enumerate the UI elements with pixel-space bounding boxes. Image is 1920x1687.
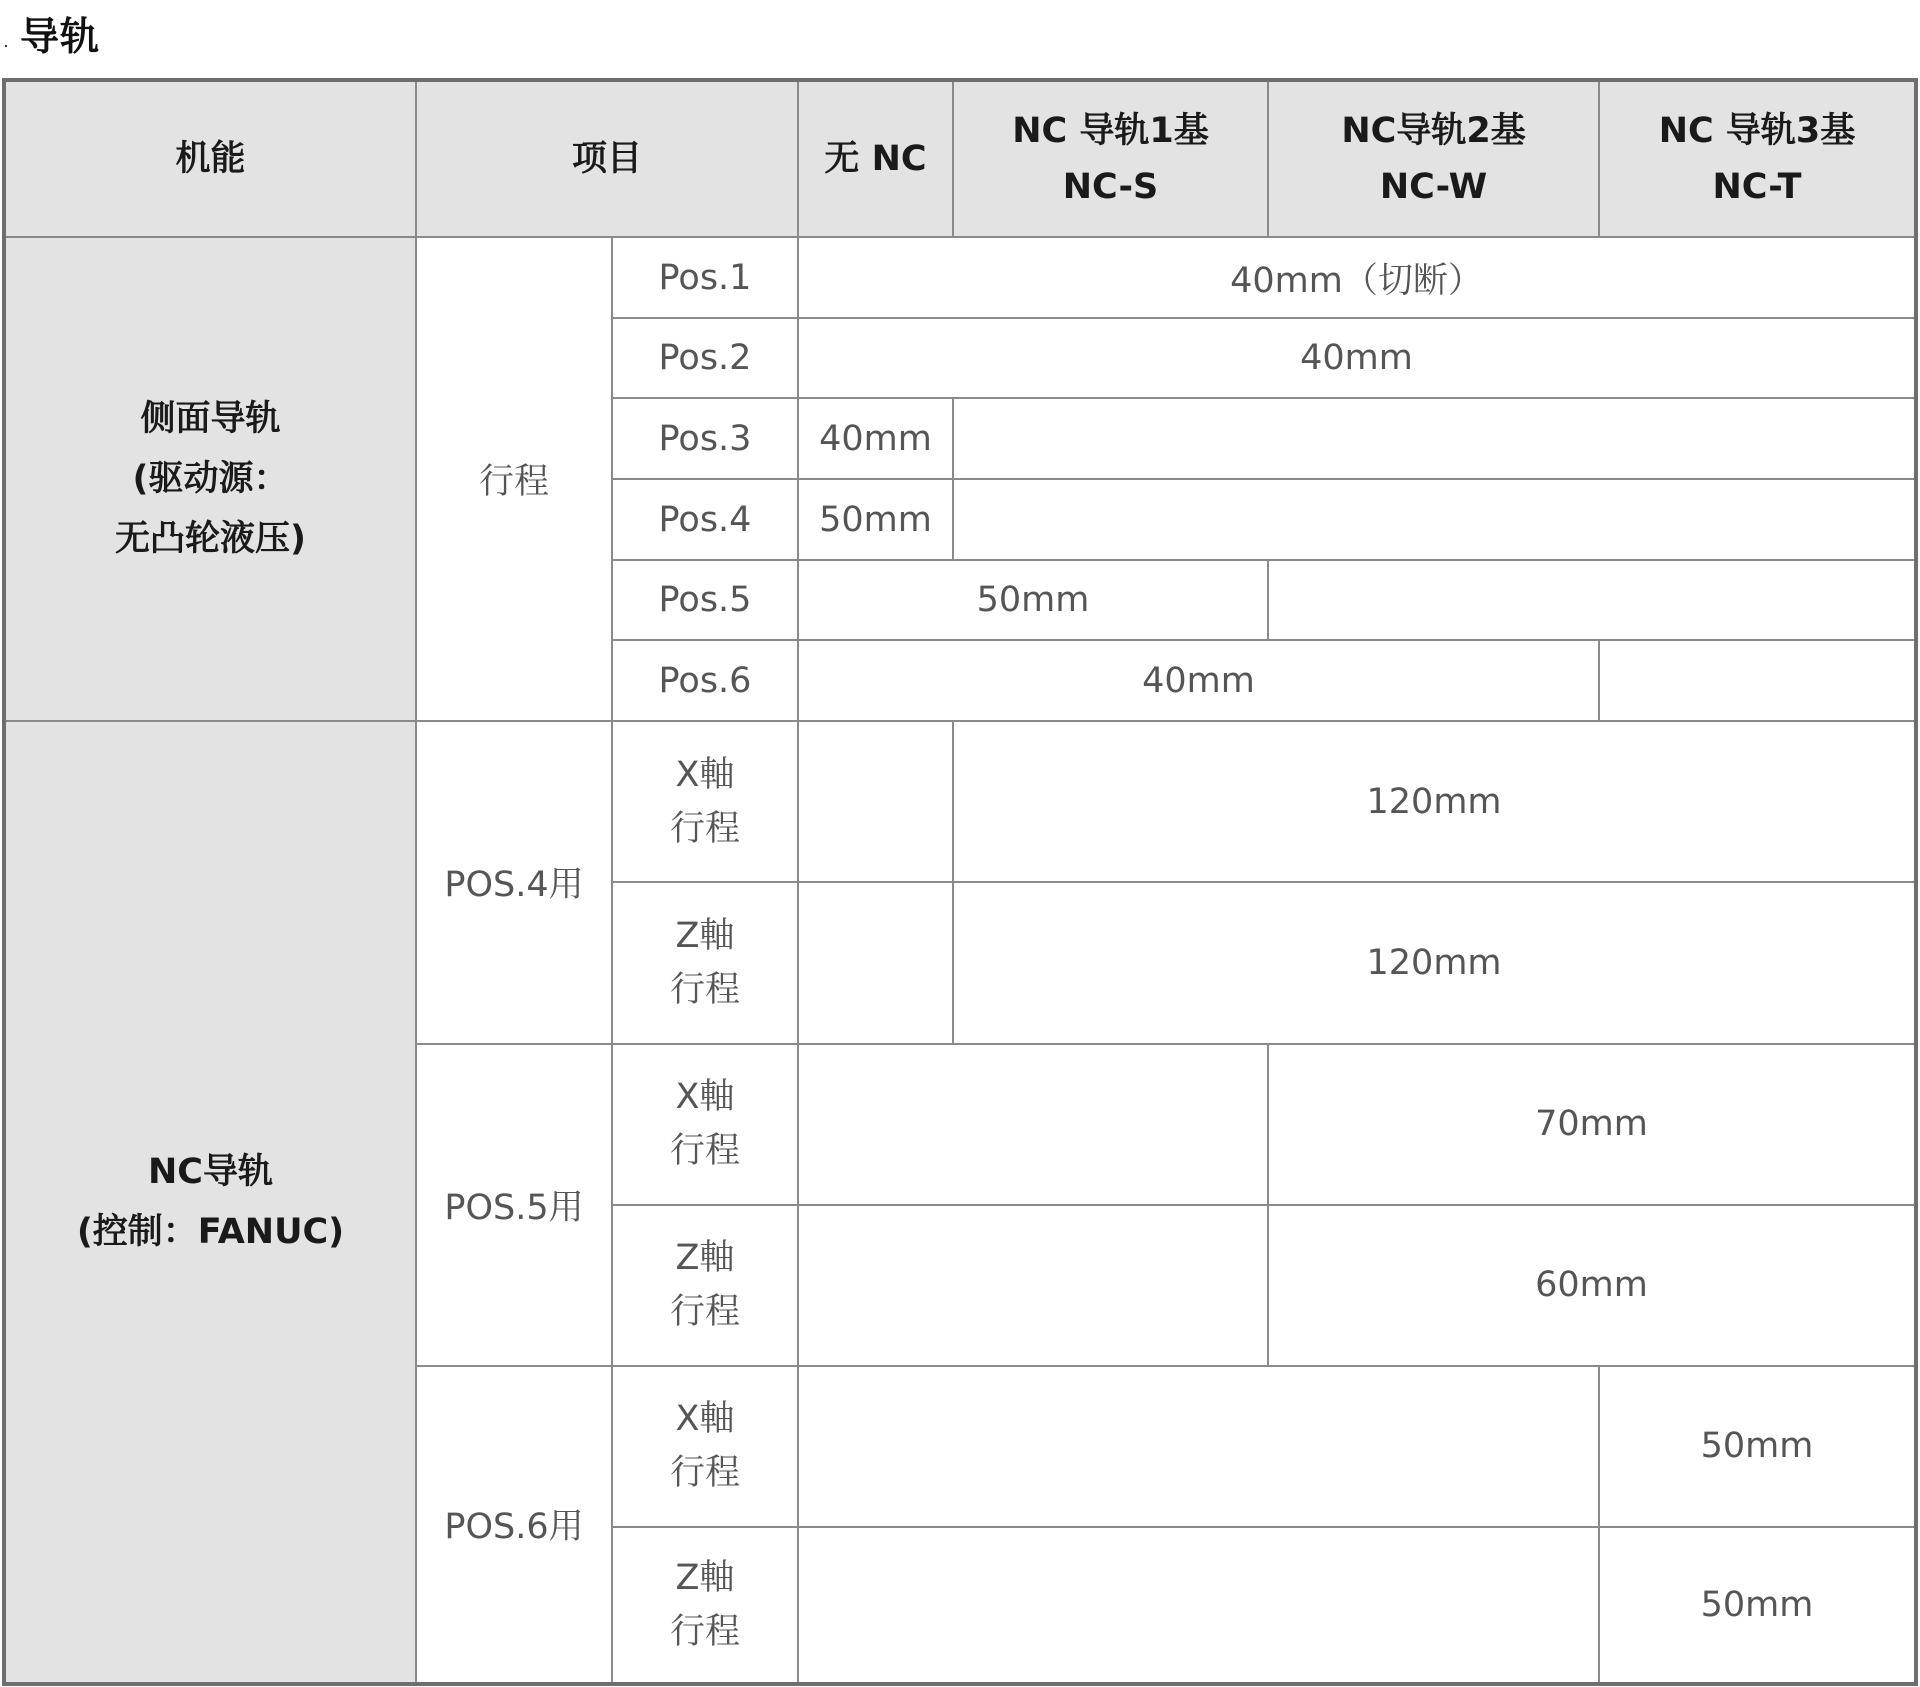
pos6-value: 40mm — [798, 640, 1599, 721]
pos5-value: 50mm — [798, 560, 1268, 640]
axis-label-line2: 行程 — [670, 1611, 741, 1652]
nc-rail-function — [4, 721, 416, 1684]
header-function: 机能 — [4, 80, 416, 237]
axis-label — [612, 1205, 798, 1366]
pos6-z-value: 50mm — [1599, 1527, 1916, 1684]
pos-label: Pos.4 — [612, 479, 798, 560]
empty-cell — [798, 1044, 1268, 1205]
header-nc1-line1: NC 导轨1基 — [1012, 111, 1209, 152]
axis-label — [612, 1527, 798, 1684]
empty-cell — [798, 721, 953, 882]
header-nc3-line1: NC 导轨3基 — [1658, 111, 1856, 152]
pos-label: Pos.3 — [612, 398, 798, 479]
pos6-x-value: 50mm — [1599, 1366, 1916, 1527]
axis-label-line2: 行程 — [670, 1292, 741, 1333]
header-row — [4, 80, 1916, 237]
axis-label — [612, 721, 798, 882]
axis-label-line1: X軸 — [675, 1399, 735, 1440]
side-rail-function — [4, 237, 416, 721]
header-nc2-line2: NC-W — [1379, 167, 1488, 208]
axis-label-line1: Z軸 — [675, 915, 735, 956]
pos-label: Pos.2 — [612, 318, 798, 398]
header-no-nc: 无 NC — [798, 80, 953, 237]
axis-label-line2: 行程 — [670, 808, 741, 849]
side-rail-function-line2: (驱动源： — [132, 459, 289, 500]
page-title: 导轨 — [20, 15, 101, 60]
pos3-value: 40mm — [798, 398, 953, 479]
empty-cell — [1268, 560, 1916, 640]
pos4-x-value: 120mm — [953, 721, 1916, 882]
header-nc1 — [953, 80, 1268, 237]
axis-label-line1: Z軸 — [675, 1237, 735, 1278]
nc-rail-function-line1: NC导轨 — [148, 1152, 273, 1192]
header-nc1-line2: NC-S — [1062, 167, 1159, 208]
axis-label — [612, 1366, 798, 1527]
side-rail-function-line3: 无凸轮液压) — [115, 519, 306, 560]
axis-label-line2: 行程 — [670, 970, 741, 1011]
pos-label: Pos.1 — [612, 237, 798, 318]
pos-label: Pos.6 — [612, 640, 798, 721]
pos-label: Pos.5 — [612, 560, 798, 640]
axis-label-line1: Z軸 — [675, 1557, 735, 1598]
header-item: 项目 — [416, 80, 798, 237]
pos2-value: 40mm — [798, 318, 1916, 398]
axis-label — [612, 1044, 798, 1205]
axis-label-line2: 行程 — [670, 1453, 741, 1494]
pos5-x-value: 70mm — [1268, 1044, 1916, 1205]
stray-dot — [5, 45, 7, 47]
header-nc2-line1: NC导轨2基 — [1341, 111, 1526, 152]
empty-cell — [798, 1205, 1268, 1366]
pos4-value: 50mm — [798, 479, 953, 560]
pos1-value: 40mm（切断） — [798, 237, 1916, 318]
pos5-z-value: 60mm — [1268, 1205, 1916, 1366]
empty-cell — [953, 398, 1916, 479]
axis-label-line1: X軸 — [675, 1076, 735, 1117]
empty-cell — [798, 1527, 1599, 1684]
nc-group-item: POS.6用 — [416, 1366, 612, 1684]
axis-label-line1: X軸 — [675, 754, 735, 795]
nc-rail-function-line2: (控制：FANUC) — [76, 1212, 345, 1253]
table-row — [4, 721, 1916, 882]
pos4-z-value: 120mm — [953, 882, 1916, 1043]
axis-label — [612, 882, 798, 1043]
nc-group-item: POS.4用 — [416, 721, 612, 1043]
side-rail-function-line1: 侧面导轨 — [140, 398, 281, 439]
side-rail-item: 行程 — [416, 237, 612, 721]
empty-cell — [798, 1366, 1599, 1527]
header-nc3 — [1599, 80, 1916, 237]
guide-rail-spec-table — [2, 78, 1918, 1686]
empty-cell — [953, 479, 1916, 560]
axis-label-line2: 行程 — [670, 1131, 741, 1172]
table-row — [4, 237, 1916, 318]
empty-cell — [798, 882, 953, 1043]
header-nc3-line2: NC-T — [1712, 167, 1802, 208]
nc-group-item: POS.5用 — [416, 1044, 612, 1366]
header-nc2 — [1268, 80, 1599, 237]
empty-cell — [1599, 640, 1916, 721]
